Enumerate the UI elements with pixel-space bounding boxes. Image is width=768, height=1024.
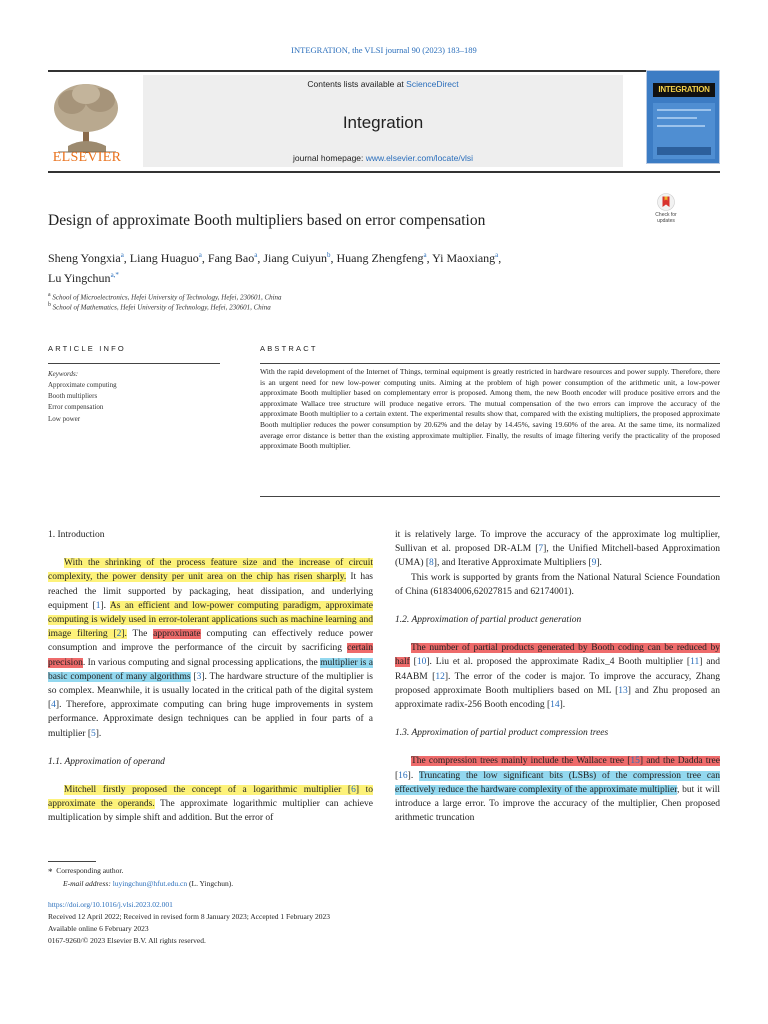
keyword: Approximate computing <box>48 381 117 389</box>
check-updates-label: Check for updates <box>655 212 677 224</box>
affiliation-a: $^a$ School of Microelectronics, Hefei University of Technology, Hefei, 230601, China <box>48 292 282 302</box>
author[interactable]: Huang Zhengfeng$^a$ <box>336 251 427 265</box>
available-online: Available online 6 February 2023 <box>48 924 149 933</box>
keyword-list <box>48 380 117 425</box>
paragraph: Mitchell firstly proposed the concept of a logarithmic multiplier [6] to approximate the operands. The approximate logarithmic multiplier can achieve multiplication by simple shift and addition. But the error of <box>48 785 373 824</box>
article-info-heading: ARTICLE INFO <box>48 344 126 353</box>
check-updates-icon <box>657 193 675 211</box>
journal-cover-image[interactable] <box>646 70 720 164</box>
section-heading-operand: 1.1. Approximation of operand <box>48 756 165 767</box>
article-title: Design of approximate Booth multipliers based on error compensation <box>48 212 486 229</box>
author[interactable]: Yi Maoxiang$^a$ <box>432 251 499 265</box>
body-column-left <box>48 528 373 826</box>
journal-header <box>48 70 720 173</box>
section-heading-partial-product-generation: 1.2. Approximation of partial product generation <box>395 615 582 626</box>
homepage-prefix: journal homepage: <box>292 153 366 163</box>
homepage-line <box>143 153 623 163</box>
paragraph: With the shrinking of the process feature size and the increase of circuit complexity, the power density per unit area on the chip has risen sharply. It has reached the limit supported by packaging, heat dissipation, and underlying equipment [1]. As an efficient and low-power computing paradigm, approximate computing is widely used in error-tolerant applications such as machine learning and image filtering [2]. The approximate computing can effectively reduce power consumption and improve the performance of the circuit by sacrificing certain precision. In various computing and signal processing applications, the multiplier is a basic component of many algorithms [3]. The hardware structure of the multiplier is so complex. Meanwhile, it is usually located in the critical path of the digital system [4]. Therefore, approximate computing can bring huge improvements in system performance. Approximate design techniques can be applied in four parts of a multiplier [5]. <box>48 558 374 739</box>
grant-paragraph: This work is supported by grants from the National Natural Science Foundation of China (61834006,62027815 and 62174001). <box>395 572 720 597</box>
keyword: Booth multipliers <box>48 392 98 401</box>
keyword: Error compensation <box>48 403 104 412</box>
contents-prefix: Contents lists available at <box>307 79 407 89</box>
homepage-link[interactable]: www.elsevier.com/locate/vlsi <box>365 153 473 163</box>
publication-info <box>48 899 330 947</box>
header-center-panel <box>143 75 623 167</box>
author[interactable]: Sheng Yongxia$^a$ <box>48 251 124 265</box>
author[interactable]: Jiang Cuiyun$^b$ <box>263 251 331 265</box>
check-for-updates-badge[interactable] <box>646 193 686 231</box>
cover-art-icon <box>653 103 715 159</box>
footnote-rule <box>48 861 96 862</box>
journal-reference[interactable]: INTEGRATION, the VLSI journal 90 (2023) 183–189 <box>291 45 477 55</box>
section-heading-compression-trees: 1.3. Approximation of partial product compression trees <box>395 728 609 739</box>
author[interactable]: Lu Yingchun$^{a,*}$ <box>48 271 119 285</box>
abstract-rule <box>260 363 720 364</box>
keywords-label: Keywords: <box>48 370 79 378</box>
abstract-bottom-rule <box>260 496 720 497</box>
paragraph: it is relatively large. To improve the accuracy of the approximate log multiplier, Sullivan et al. proposed DR-ALM [7], the Unified Mitchell-based Approximation (UMA) [8], and Iterative Approximate Multipliers [9]. <box>395 530 721 569</box>
body-column-right <box>395 528 720 825</box>
publisher-name: ELSEVIER <box>52 150 122 165</box>
doi-link[interactable]: https://doi.org/10.1016/j.vlsi.2023.02.001 <box>48 900 173 909</box>
copyright: 0167-9260/© 2023 Elsevier B.V. All rights reserved. <box>48 936 206 945</box>
header-top-rule <box>48 70 720 72</box>
author[interactable]: Fang Bao$^a$ <box>207 251 258 265</box>
journal-name: Integration <box>342 113 424 132</box>
header-bottom-rule <box>48 171 720 173</box>
author-list: Sheng Yongxia$^a$, Liang Huaguo$^a$, Fang Bao$^a$, Jiang Cuiyun$^b$, Huang Zhengfeng$^a$, Yi Maoxiang$^a$, Lu Yingchun$^{a,*}$ <box>48 251 502 285</box>
article-info-rule <box>48 363 220 364</box>
sciencedirect-link[interactable]: ScienceDirect <box>406 79 459 89</box>
affiliation-b: $^b$ School of Mathematics, Hefei University of Technology, Hefei, 230601, China <box>48 302 271 312</box>
received-dates: Received 12 April 2022; Received in revised form 8 January 2023; Accepted 1 February 2023 <box>48 912 331 921</box>
abstract-text: With the rapid development of the Internet of Things, terminal equipment is greatly restricted in hardware resources and power supply. Therefore, there is an urgent need for new low-power computing units. Aiming at the problem of high power consumption of the arithmetic unit, a low-power approximate Booth multiplier based on complementary error is proposed. Among them, the new Booth encoder will produce positive errors and the approximate Wallace tree structure will produce negative errors. The mutual compensation of the two errors can improve the accuracy of the approximate Booth multiplier to a certain extent. The experimental results show that, compared with the existing multipliers, the proposed approximate Booth multiplier reduces the power consumption by 20.62% and the delay by 14.45%, saving 19.60% of the area. At the same time, its normalized average error distance is better than the existing approximate multiplier. Finally, the results of image filtering verify the practicality of the proposed approximate Booth multiplier. <box>260 367 720 451</box>
keyword: Low power <box>48 414 81 423</box>
footnote-corresponding: * Corresponding author. <box>48 866 124 877</box>
author[interactable]: Liang Huaguo$^a$ <box>129 251 202 265</box>
abstract-heading: ABSTRACT <box>260 344 318 353</box>
section-heading-introduction: 1. Introduction <box>48 530 105 540</box>
footnote-email: E-mail address: luyingchun@hfut.edu.cn (L. Yingchun). <box>63 879 234 888</box>
contents-line <box>143 79 623 89</box>
paragraph: The compression trees mainly include the Wallace tree [15] and the Dadda tree [16]. Truncating the low significant bits (LSBs) of the compression tree can effectively reduce the hardware complexity of the approximate multiplier, but it will introduce a large error. To improve the accuracy of the multiplier, Chen proposed arithmetic truncation <box>395 756 721 824</box>
email-link[interactable]: luyingchun@hfut.edu.cn <box>112 879 188 888</box>
paragraph: The number of partial products generated by Booth coding can be reduced by half [10]. Liu et al. proposed the approximate Radix_4 Booth multiplier [11] and R4ABM [12]. The error of the coder is major. To improve the accuracy, Zhang proposed approximate Booth multipliers based on ML [13] and Zhu proposed an approximate radix-256 Booth encoding [14]. <box>395 643 721 711</box>
cover-title: INTEGRATION <box>653 83 715 97</box>
